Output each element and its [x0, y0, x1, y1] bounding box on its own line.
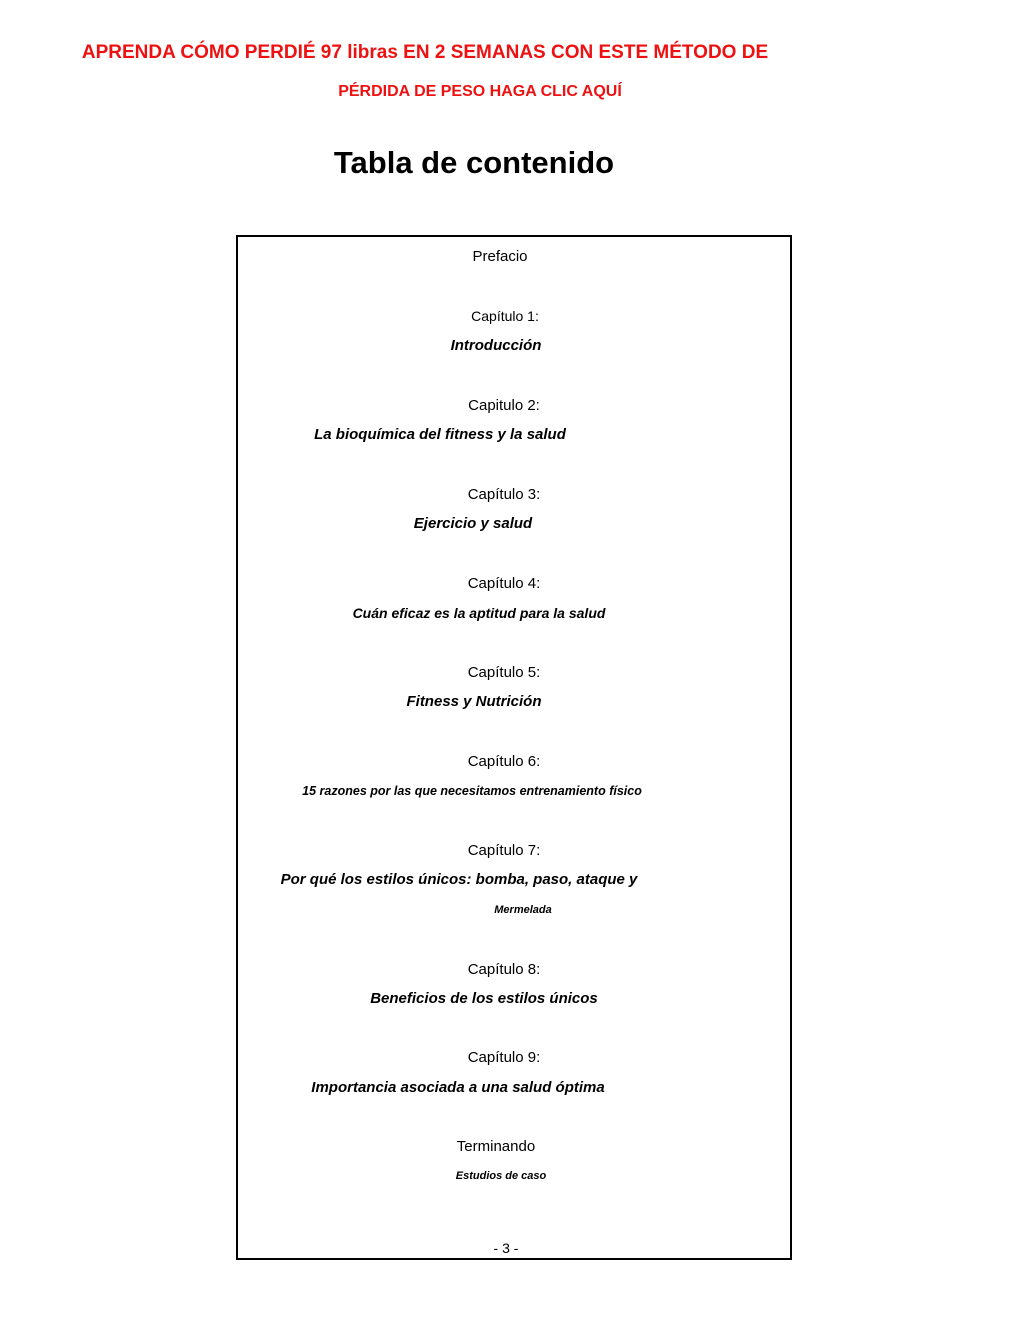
table-of-contents	[236, 235, 792, 1260]
toc-chapter-4-label: Capítulo 4:	[467, 575, 541, 592]
toc-preface: Prefacio	[472, 248, 528, 265]
toc-chapter-1-title: Introducción	[450, 337, 542, 354]
toc-chapter-6-label: Capítulo 6:	[467, 753, 541, 770]
toc-chapter-7-title-cont: Mermelada	[494, 904, 552, 916]
toc-chapter-7-label: Capítulo 7:	[467, 842, 541, 859]
toc-chapter-5-label: Capítulo 5:	[467, 664, 541, 681]
toc-chapter-2-title: La bioquímica del fitness y la salud	[314, 426, 566, 443]
page-title: Tabla de contenido	[333, 145, 615, 180]
toc-chapter-4-title: Cuán eficaz es la aptitud para la salud	[352, 605, 606, 621]
toc-chapter-9-title: Importancia asociada a una salud óptima	[311, 1079, 605, 1096]
page-number: - 3 -	[493, 1240, 519, 1256]
toc-closing-label: Terminando	[456, 1138, 536, 1155]
promo-link-line1[interactable]: APRENDA CÓMO PERDIÉ 97 libras EN 2 SEMANAS CON ESTE MÉTODO DE	[81, 42, 769, 63]
toc-chapter-9-label: Capítulo 9:	[467, 1049, 541, 1066]
toc-chapter-3-label: Capítulo 3:	[467, 486, 541, 503]
promo-link-line2[interactable]: PÉRDIDA DE PESO HAGA CLIC AQUÍ	[338, 83, 622, 100]
toc-chapter-3-title: Ejercicio y salud	[413, 515, 533, 532]
toc-chapter-8-label: Capítulo 8:	[467, 961, 541, 978]
toc-closing-subtitle: Estudios de caso	[455, 1170, 547, 1182]
toc-chapter-8-title: Beneficios de los estilos únicos	[370, 990, 598, 1007]
toc-chapter-1-label: Capítulo 1:	[471, 308, 539, 324]
toc-chapter-6-title: 15 razones por las que necesitamos entrenamiento físico	[302, 784, 642, 798]
toc-chapter-5-title: Fitness y Nutrición	[406, 693, 542, 710]
toc-chapter-2-label: Capitulo 2:	[468, 397, 540, 414]
toc-chapter-7-title: Por qué los estilos únicos: bomba, paso, ataque y	[280, 871, 638, 888]
